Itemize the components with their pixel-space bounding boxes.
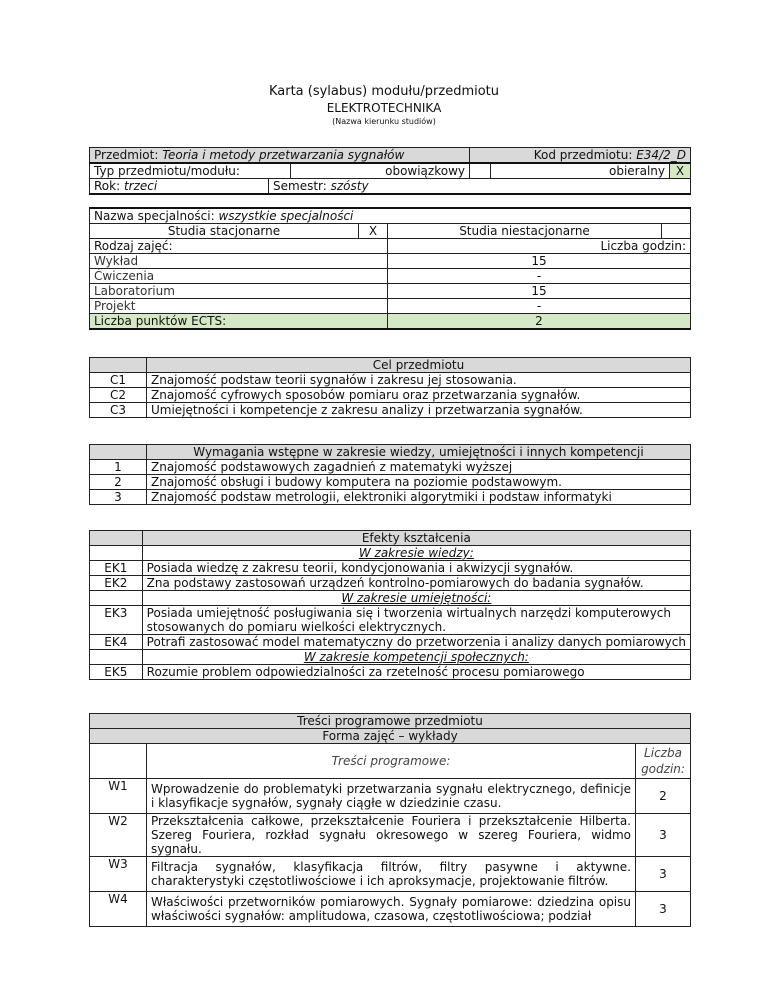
table-row: [90, 814, 691, 857]
specjalnosc-value: wszystkie specjalności: [218, 209, 354, 223]
stacjonarne-label: Studia stacjonarne: [90, 224, 359, 239]
row-code: C3: [90, 403, 147, 418]
table-row: [90, 779, 691, 814]
przedmiot-value: Teoria i metody przetwarzania sygnałów: [162, 148, 405, 162]
course-info-table: [89, 147, 691, 195]
row-code: W2: [90, 814, 147, 857]
row-code: 3: [90, 490, 147, 505]
hours-row: [90, 299, 691, 314]
hours-row-value: -: [388, 299, 691, 314]
niestacjonarne-label: Studia niestacjonarne: [388, 224, 662, 239]
list-item: [90, 373, 691, 388]
tresci-table: [89, 713, 691, 927]
ek-text: Posiada wiedzę z zakresu teorii, kondycjonowania i akwizycji sygnałów.: [142, 561, 690, 576]
page-title: Karta (sylabus) modułu/przedmiotu: [268, 84, 500, 99]
stacjonarne-checkbox: X: [359, 224, 388, 239]
row-code: 2: [90, 475, 147, 490]
subject-note: (Nazwa kierunku studiów): [332, 117, 436, 126]
row-hours: 2: [636, 779, 691, 814]
row-text: Znajomość obsługi i budowy komputera na poziomie podstawowym.: [147, 475, 691, 490]
rok-value: trzeci: [123, 179, 158, 193]
row-text: Umiejętności i kompetencje z zakresu analizy i przetwarzania sygnałów.: [147, 403, 691, 418]
list-item: [90, 460, 691, 475]
row-code: W4: [90, 892, 147, 927]
hours-row-value: 15: [388, 254, 691, 269]
tresci-forma: Forma zajęć – wykłady: [90, 729, 691, 744]
semestr-cell: Semestr: szósty: [269, 179, 691, 195]
hours-row-name: Wykład: [90, 254, 388, 269]
kod-value: E34/2_D: [636, 148, 686, 162]
row-code: C2: [90, 388, 147, 403]
ek-text: Posiada umiejętność posługiwania się i tworzenia wirtualnych narzędzi komputerowych stosowanych do pomiaru wielkości elektrycznych.: [142, 606, 690, 635]
ek-text: Rozumie problem odpowiedzialności za rzetelność procesu pomiarowego: [142, 665, 690, 680]
row-code: C1: [90, 373, 147, 388]
ek-code: EK4: [90, 635, 143, 650]
efekty-kompetencje-heading: W zakresie kompetencji społecznych:: [142, 650, 690, 665]
row-text: Przekształcenia całkowe, przekształcenie Fouriera i przekształcenie Hilberta. Szereg Fouriera, rozkład sygnału okresowego w szereg Fouriera, widmo sygnału.: [147, 814, 636, 857]
ek-code: EK5: [90, 665, 143, 680]
row-text: Wprowadzenie do problematyki przetwarzania sygnału elektrycznego, definicje i klasyfikacje sygnałów, sygnały ciągłe w dziedzinie czasu.: [147, 779, 636, 814]
ek-code: EK2: [90, 576, 143, 591]
table-row: [90, 892, 691, 927]
wymagania-header: Wymagania wstępne w zakresie wiedzy, umiejętności i innych kompetencji: [147, 445, 691, 460]
list-item: [90, 490, 691, 505]
rok-cell: Rok: trzeci: [90, 179, 269, 195]
hours-row-name: Laboratorium: [90, 284, 388, 299]
kod-cell: Kod przedmiotu: E34/2_D: [470, 148, 691, 164]
row-text: Właściwości przetworników pomiarowych. Sygnały pomiarowe: dziedzina opisu właściwości sygnałów: amplitudowa, czasowa, częstotliwościowa; podział: [147, 892, 636, 927]
hours-row: [90, 254, 691, 269]
obieralny-label: obieralny: [491, 163, 670, 179]
ek-code: EK1: [90, 561, 143, 576]
typ-label: Typ przedmiotu/modułu:: [90, 163, 291, 179]
przedmiot-cell: Przedmiot: Teoria i metody przetwarzania sygnałów: [90, 148, 470, 164]
specjalnosc-cell: Nazwa specjalności: wszystkie specjalności: [90, 208, 691, 224]
wymagania-table: [89, 444, 691, 505]
hours-row: [90, 269, 691, 284]
document-header: [0, 84, 768, 128]
tresci-col-header: Treści programowe:: [147, 744, 636, 779]
ek-code: EK3: [90, 606, 143, 635]
row-code: W1: [90, 779, 147, 814]
niestacjonarne-checkbox: [662, 224, 691, 239]
semestr-value: szósty: [330, 179, 369, 193]
studies-table: [89, 207, 691, 330]
row-text: Znajomość podstaw teorii sygnałów i zakresu jej stosowania.: [147, 373, 691, 388]
ek-text: Potrafi zastosować model matematyczny do przetworzenia i analizy danych pomiarowych: [142, 635, 690, 650]
obieralny-checkbox: X: [670, 163, 691, 179]
table-row: [90, 857, 691, 892]
obowiazkowy-label: obowiązkowy: [291, 163, 470, 179]
subject-name: ELEKTROTECHNIKA: [326, 101, 442, 115]
row-text: Znajomość cyfrowych sposobów pomiaru oraz przetwarzania sygnałów.: [147, 388, 691, 403]
efekty-header: Efekty kształcenia: [142, 531, 690, 546]
row-hours: 3: [636, 814, 691, 857]
rodzaj-label: Rodzaj zajęć:: [90, 239, 388, 254]
hours-row-value: 15: [388, 284, 691, 299]
row-hours: 3: [636, 892, 691, 927]
obowiazkowy-checkbox: [470, 163, 491, 179]
ek-text: Zna podstawy zastosowań urządzeń kontrolno-pomiarowych do badania sygnałów.: [142, 576, 690, 591]
efekty-wiedza-heading: W zakresie wiedzy:: [142, 546, 690, 561]
row-code: 1: [90, 460, 147, 475]
cel-table: [89, 357, 691, 418]
list-item: [90, 403, 691, 418]
hours-row: [90, 284, 691, 299]
godziny-label: Liczba godzin:: [388, 239, 691, 254]
ects-label: Liczba punktów ECTS:: [90, 314, 388, 330]
godzin-col-header: Liczba godzin:: [636, 744, 691, 779]
hours-row-value: -: [388, 269, 691, 284]
row-text: Filtracja sygnałów, klasyfikacja filtrów, filtry pasywne i aktywne. charakterystyki częstotliwościowe i ich aproksymacje, projektowanie filtrów.: [147, 857, 636, 892]
row-code: W3: [90, 857, 147, 892]
ects-value: 2: [388, 314, 691, 330]
hours-row-name: Ćwiczenia: [90, 269, 388, 284]
efekty-table: [89, 530, 691, 680]
hours-row-name: Projekt: [90, 299, 388, 314]
tresci-header: Treści programowe przedmiotu: [90, 714, 691, 729]
list-item: [90, 388, 691, 403]
row-text: Znajomość podstawowych zagadnień z matematyki wyższej: [147, 460, 691, 475]
list-item: [90, 475, 691, 490]
efekty-umiejetnosci-heading: W zakresie umiejętności:: [142, 591, 690, 606]
row-text: Znajomość podstaw metrologii, elektroniki algorytmiki i podstaw informatyki: [147, 490, 691, 505]
cel-header: Cel przedmiotu: [147, 358, 691, 373]
row-hours: 3: [636, 857, 691, 892]
